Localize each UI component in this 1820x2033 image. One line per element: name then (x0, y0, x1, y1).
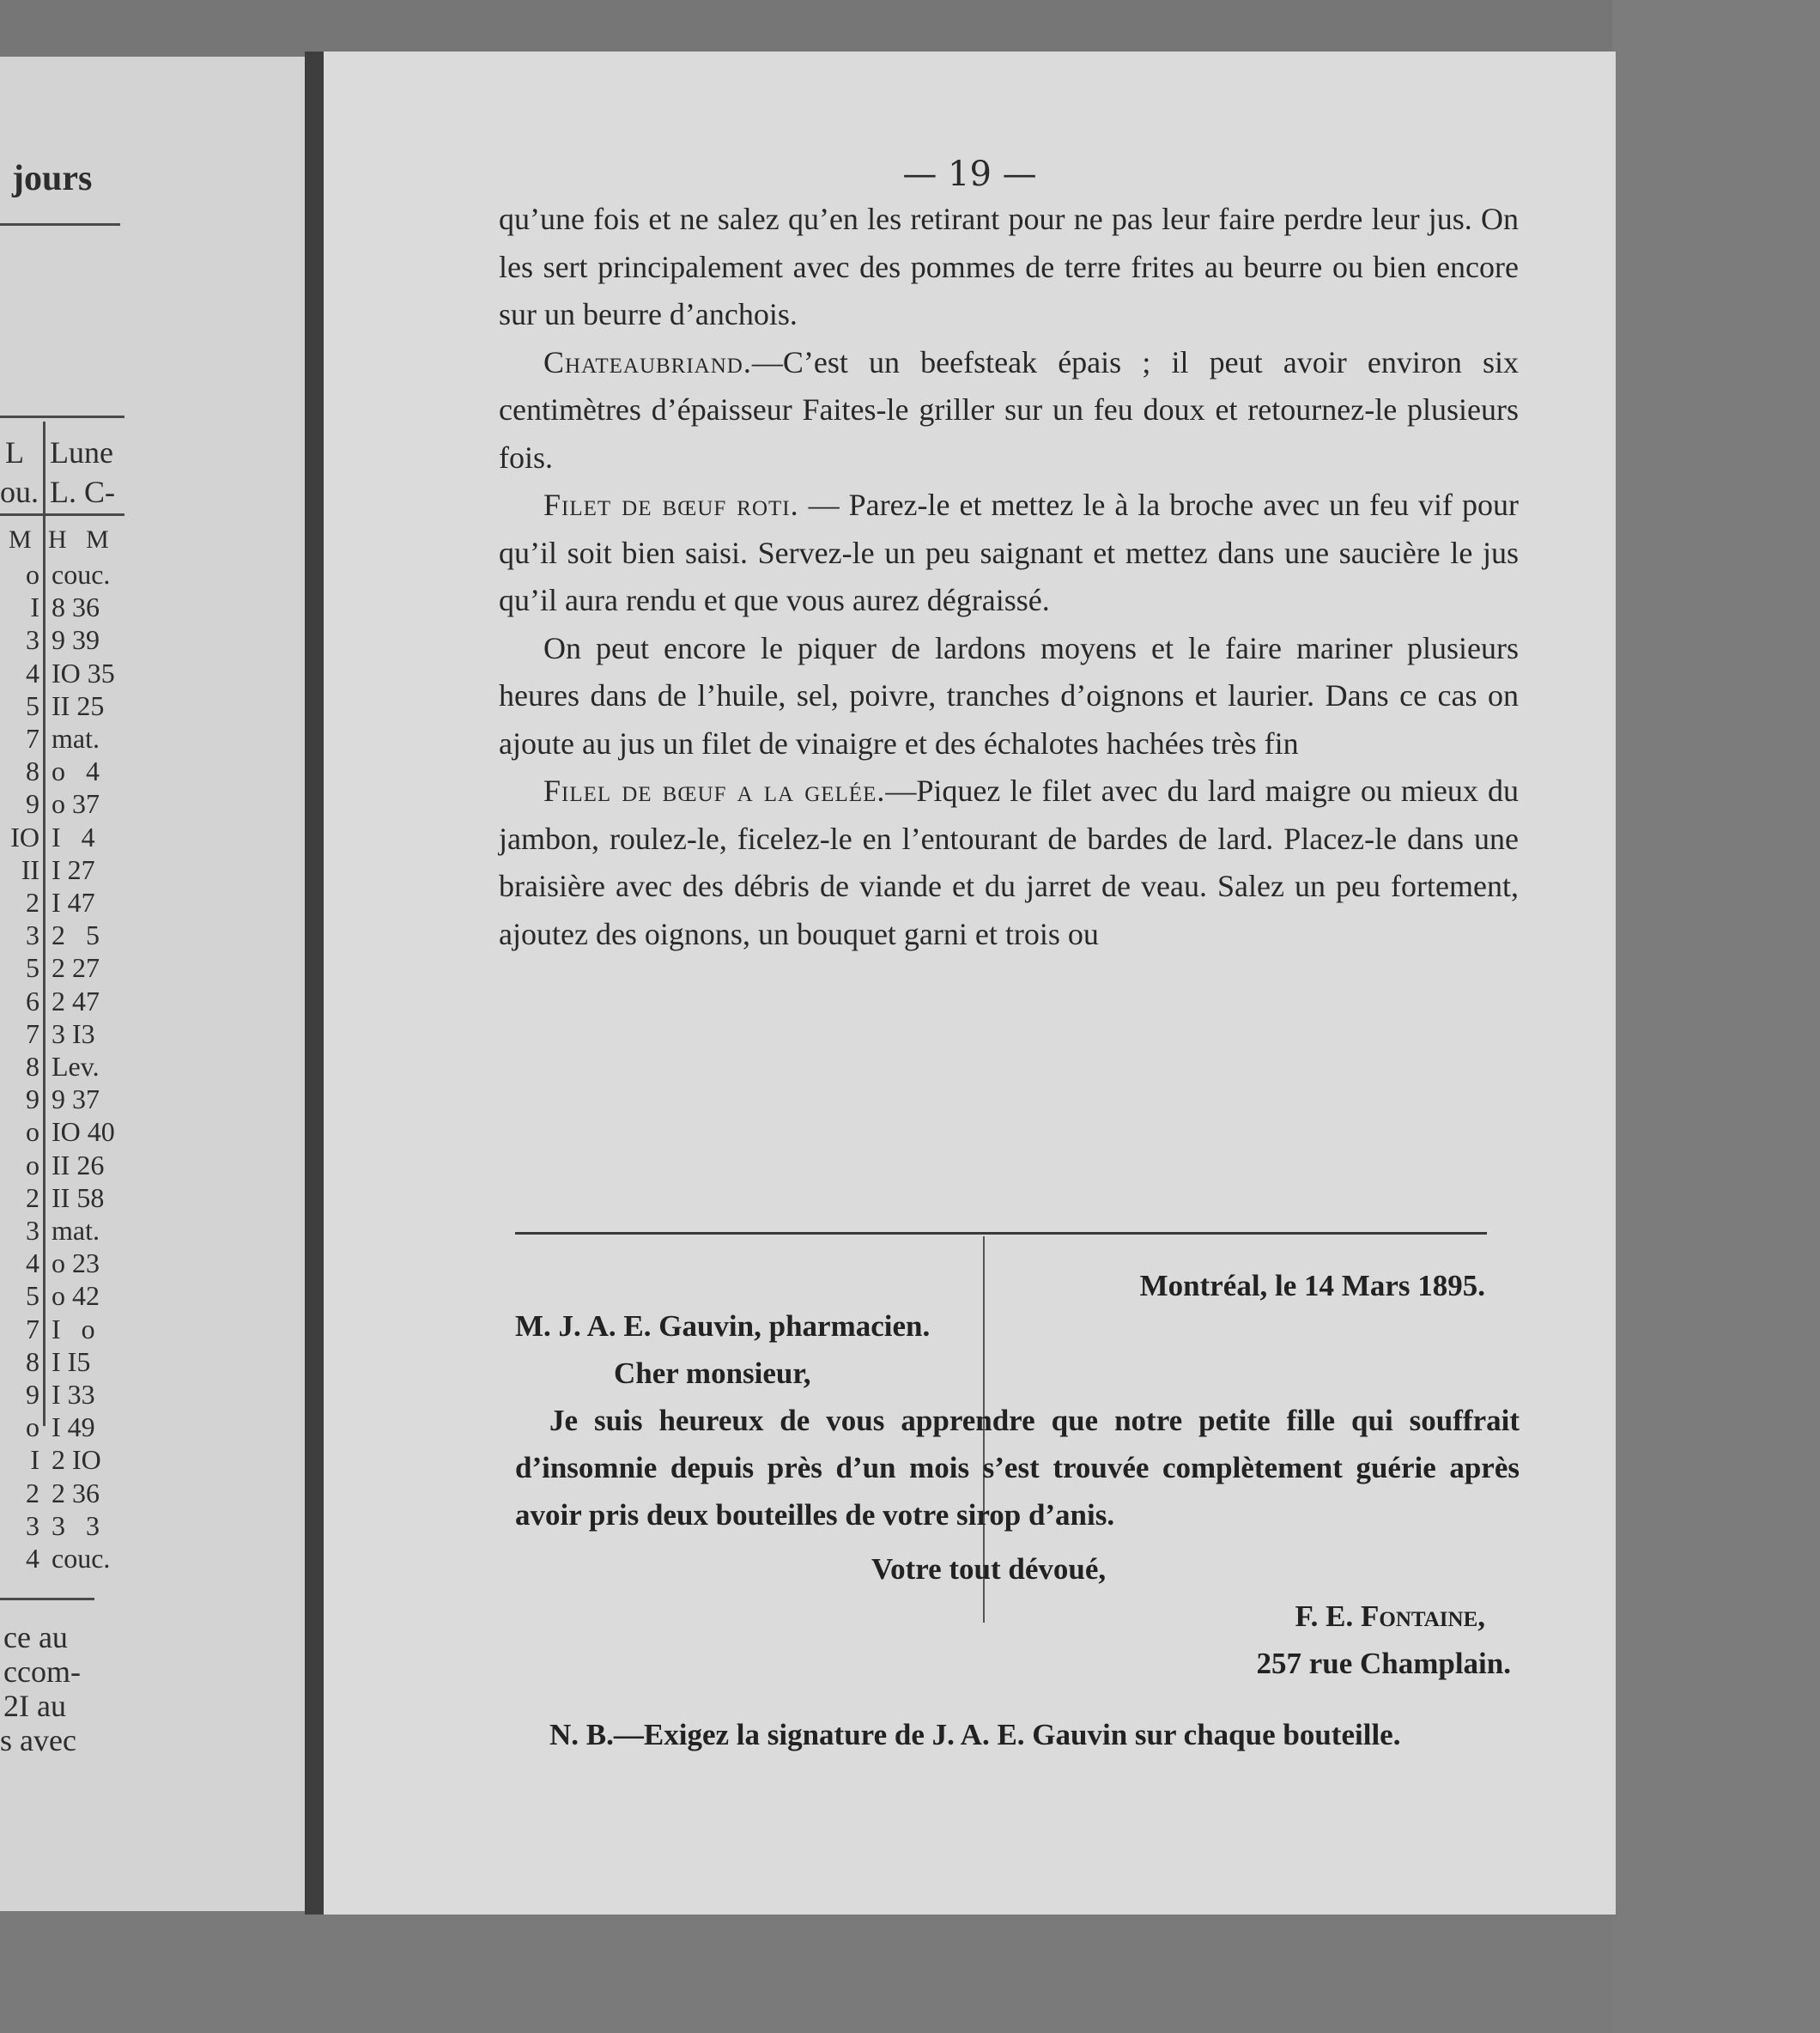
left-row-number: 3 (26, 624, 39, 655)
paragraph (499, 768, 1519, 958)
left-row-number: 4 (26, 1543, 39, 1574)
paragraph-text: — Parez-le et mettez le à la broche avec un feu vif pour qu’il soit bien saisi. Servez-le un peu saignant et mettez dans une saucière le jus qu’il aura rendu et que vous aurez dégraissé. (499, 488, 1519, 617)
left-row-value: couc. (52, 559, 111, 590)
letter-signature-address: 257 rue Champlain. (1256, 1647, 1511, 1680)
left-rule-top (0, 223, 120, 226)
left-row-value: I 4 (52, 822, 95, 853)
paragraph-text: On peut encore le piquer de lardons moyens et le faire mariner plusieurs heures dans de l’huile, sel, poivre, tranches d’oignons et laurier. Dans ce cas on ajoute au jus un filet de vinaigre et des échalotes hachées très fin (499, 630, 1519, 761)
book-gutter (305, 52, 324, 1915)
left-row-number: o (26, 1150, 39, 1180)
left-row-number: 3 (26, 1510, 39, 1541)
left-row-number: o (26, 1116, 39, 1147)
left-row-number: o (26, 559, 39, 590)
left-row-value: o 37 (52, 788, 100, 819)
letter-body: Je suis heureux de vous apprendre que notre petite fille qui souffrait d’insomnie depuis près d’un mois s’est trouvée complètement guérie après avoir pris deux bouteilles de votre sirop d’anis. (515, 1404, 1520, 1532)
left-row-number: I (30, 1444, 39, 1475)
left-row-value: mat. (52, 1215, 100, 1246)
letter-addressee: M. J. A. E. Gauvin, pharmacien. (515, 1309, 931, 1343)
left-row-number: 4 (26, 658, 39, 689)
left-row-number: 2 (26, 887, 39, 918)
left-row-number: 7 (26, 1018, 39, 1049)
left-row-number: IO (10, 822, 39, 853)
left-row-number: II (21, 854, 39, 885)
left-row-value: IO 40 (52, 1116, 115, 1147)
left-row-value: 3 3 (52, 1510, 100, 1541)
left-row-value: I o (52, 1314, 95, 1344)
left-row-value: 3 I3 (52, 1018, 95, 1049)
left-row-value: couc. (52, 1543, 111, 1574)
left-row-value: 2 47 (52, 986, 100, 1016)
left-row-number: 9 (26, 1379, 39, 1410)
left-row-number: 7 (26, 1314, 39, 1344)
letter-closing: Votre tout dévoué, (871, 1552, 1107, 1586)
left-row-value: II 25 (52, 690, 105, 721)
left-footer-line: 2I au (3, 1689, 66, 1723)
left-row-value: II 26 (52, 1150, 105, 1180)
paragraph-text: —Piquez le filet avec du lard maigre ou mieux du jambon, roulez-le, ficelez-le en l’entourant de bardes de lard. Placez-le dans une braisière avec des débris de viande et du jarret de veau. Salez un peu fortement, ajoutez des oignons, un bouquet garni et trois ou (499, 774, 1519, 951)
left-row-number: o (26, 1411, 39, 1442)
paragraph (499, 625, 1519, 768)
paragraph-text: —C’est un beefsteak épais ; il peut avoir environ six centimètres d’épaisseur Faites-le griller sur un feu doux et retournez-le plusieurs fois. (499, 344, 1519, 475)
page-number: — 19 — (902, 155, 1037, 194)
left-row-value: I I5 (52, 1346, 91, 1377)
letter-date: Montréal, le 14 Mars 1895. (1139, 1269, 1485, 1302)
paragraph-lead: Chateaubriand. (543, 344, 752, 379)
left-row-value: 2 27 (52, 952, 100, 983)
left-rule-sub (0, 513, 124, 516)
left-row-number: 3 (26, 919, 39, 950)
left-footer-line: s avec (0, 1723, 76, 1757)
letter-note: N. B.—Exigez la signature de J. A. E. Gauvin sur chaque bouteille. (549, 1718, 1401, 1751)
paragraph (499, 196, 1519, 339)
left-row-value: I 33 (52, 1379, 95, 1410)
left-row-value: mat. (52, 723, 100, 754)
left-footer-line: ccom- (3, 1654, 81, 1689)
left-row-value: I 27 (52, 854, 95, 885)
left-row-number: 2 (26, 1182, 39, 1213)
left-row-number: 5 (26, 952, 39, 983)
left-footer-line: ce au (3, 1620, 68, 1654)
scan-border-top (0, 0, 1820, 57)
left-row-number: 6 (26, 986, 39, 1016)
recipe-text (499, 196, 1519, 958)
left-row-value: o 23 (52, 1247, 100, 1278)
left-row-value: o 42 (52, 1280, 100, 1311)
left-row-value: 2 5 (52, 919, 100, 950)
left-col-header-4: L. C- (50, 475, 115, 509)
letter-signature: F. E. Fontaine, (1295, 1599, 1485, 1633)
left-col-header-1: L (5, 435, 24, 470)
paragraph-lead: Filet de bœuf roti. (543, 488, 799, 522)
left-row-number: 5 (26, 690, 39, 721)
left-table-divider (43, 422, 46, 1426)
left-row-value: Lev. (52, 1051, 100, 1082)
left-row-value: 2 36 (52, 1478, 100, 1508)
left-unit-left: M (9, 525, 32, 554)
letter-salutation: Cher monsieur, (614, 1356, 811, 1390)
left-row-value: 9 37 (52, 1083, 100, 1114)
paragraph-text: qu’une fois et ne salez qu’en les retirant pour ne pas leur faire perdre leur jus. On les sert principalement avec des pommes de terre frites au beurre ou bien encore sur un beurre d’anchois. (499, 202, 1519, 331)
paragraph (499, 482, 1519, 625)
left-row-value: IO 35 (52, 658, 115, 689)
left-row-number: I (30, 592, 39, 622)
left-row-number: 7 (26, 723, 39, 754)
left-row-value: 9 39 (52, 624, 100, 655)
left-page (0, 57, 309, 1911)
left-row-number: 8 (26, 756, 39, 786)
left-row-number: 9 (26, 788, 39, 819)
left-row-value: II 58 (52, 1182, 105, 1213)
left-row-value: I 47 (52, 887, 95, 918)
left-row-number: 5 (26, 1280, 39, 1311)
left-row-number: 8 (26, 1346, 39, 1377)
left-unit-right: H M (48, 525, 109, 554)
scan-border-right (1612, 0, 1820, 2033)
left-row-value: 8 36 (52, 592, 100, 622)
paragraph (499, 339, 1519, 482)
testimonial-letter (515, 1262, 1520, 1788)
left-rule-table-top (0, 416, 124, 418)
left-row-value: o 4 (52, 756, 100, 786)
section-separator (515, 1232, 1487, 1235)
left-heading: jours (12, 159, 93, 198)
left-row-number: 2 (26, 1478, 39, 1508)
left-row-number: 8 (26, 1051, 39, 1082)
left-rule-bottom (0, 1598, 94, 1600)
left-row-value: 2 IO (52, 1444, 101, 1475)
left-row-number: 4 (26, 1247, 39, 1278)
left-row-number: 9 (26, 1083, 39, 1114)
left-col-header-2: ou. (0, 475, 39, 509)
left-row-number: 3 (26, 1215, 39, 1246)
paragraph-lead: Filel de bœuf a la gelée. (543, 774, 886, 808)
left-col-header-3: Lune (50, 435, 113, 470)
right-page (324, 52, 1616, 1915)
left-row-value: I 49 (52, 1411, 95, 1442)
